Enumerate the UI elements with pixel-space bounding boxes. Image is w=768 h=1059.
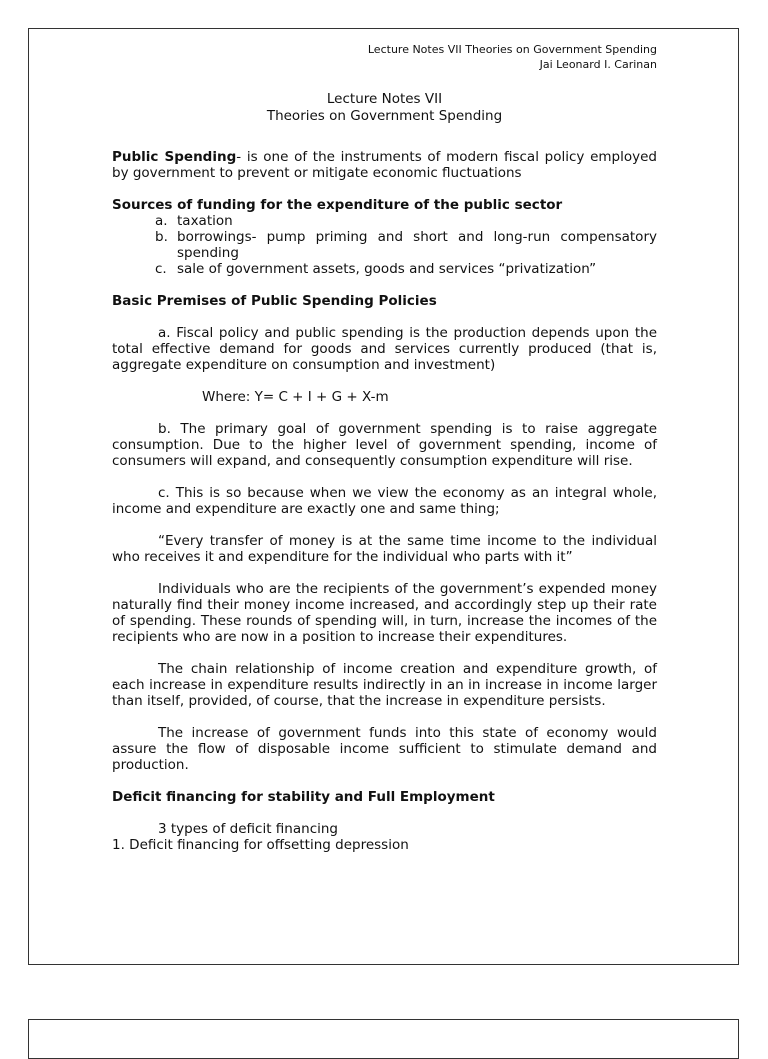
sources-heading: Sources of funding for the expenditure of the public sector	[112, 197, 563, 213]
deficit-item-1: 1. Deficit financing for offsetting depression	[112, 837, 409, 853]
formula: Where: Y= C + I + G + X-m	[202, 389, 389, 405]
list-marker: a.	[155, 213, 168, 229]
list-item	[112, 213, 657, 229]
quote-paragraph: “Every transfer of money is at the same time income to the individual who receives it and expenditure for the individual who parts with it”	[112, 533, 657, 565]
list-item-text: sale of government assets, goods and services “privatization”	[177, 261, 597, 277]
list-item	[112, 229, 657, 261]
premises-heading: Basic Premises of Public Spending Policies	[112, 293, 437, 309]
premise-a: a. Fiscal policy and public spending is the production depends upon the total effective demand for goods and services currently produced (that is, aggregate expenditure on consumption and investment)	[112, 325, 657, 373]
title-line-1: Lecture Notes VII	[326, 91, 443, 107]
running-header-title: Lecture Notes VII Theories on Government Spending	[367, 43, 657, 56]
premise-c: c. This is so because when we view the economy as an integral whole, income and expenditure are exactly one and same thing;	[112, 485, 657, 517]
recipients-paragraph: Individuals who are the recipients of the government’s expended money naturally find their money income increased, and accordingly step up their rate of spending. These rounds of spending will, in turn, increase the incomes of the recipients who are now in a position to increase their expenditures.	[112, 581, 657, 645]
running-header	[112, 42, 657, 72]
title-line-2: Theories on Government Spending	[266, 108, 503, 124]
running-header-author: Jai Leonard I. Carinan	[539, 58, 657, 71]
page-content	[112, 42, 657, 853]
public-spending-term: Public Spending	[112, 149, 237, 165]
list-marker: c.	[155, 261, 167, 277]
document-page	[28, 28, 739, 965]
list-marker: b.	[155, 229, 168, 245]
chain-paragraph: The chain relationship of income creation and expenditure growth, of each increase in expenditure results indirectly in an in increase in income larger than itself, provided, of course, that the increase in expenditure persists.	[112, 661, 657, 709]
list-item-text: taxation	[177, 213, 233, 229]
sources-list	[112, 213, 657, 277]
public-spending-text: - is one of the instruments of modern fiscal policy employed by government to prevent or mitigate economic fluctuations	[112, 149, 657, 181]
premise-b: b. The primary goal of government spending is to raise aggregate consumption. Due to the higher level of government spending, income of consumers will expand, and consequently consumption expenditure will rise.	[112, 421, 657, 469]
deficit-heading: Deficit financing for stability and Full Employment	[112, 789, 495, 805]
document-title	[112, 91, 657, 125]
next-page-edge	[28, 1019, 739, 1059]
list-item-text: borrowings- pump priming and short and long-run compensatory spending	[177, 229, 657, 261]
funds-paragraph: The increase of government funds into this state of economy would assure the flow of disposable income sufficient to stimulate demand and production.	[112, 725, 657, 773]
list-item	[112, 261, 657, 277]
deficit-intro: 3 types of deficit financing	[158, 821, 338, 837]
public-spending-definition	[112, 149, 657, 181]
